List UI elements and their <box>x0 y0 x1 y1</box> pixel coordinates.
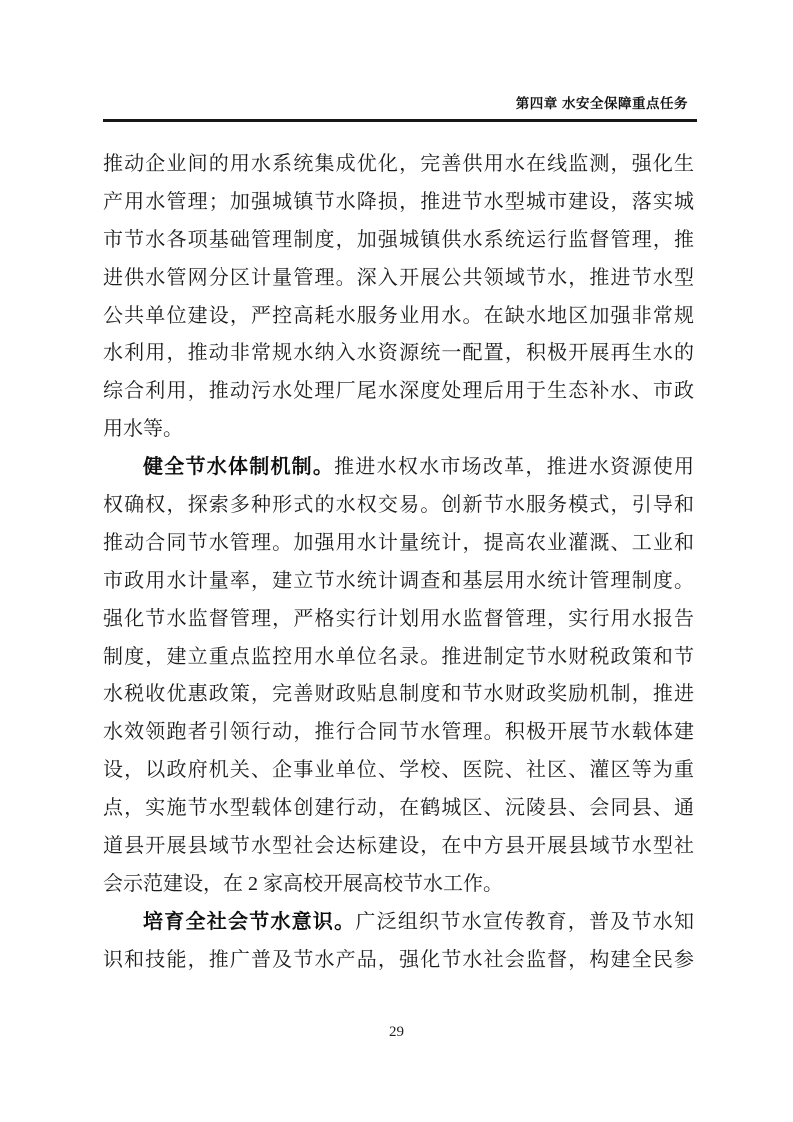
text-line: 市节水各项基础管理制度，加强城镇供水系统运行监督管理，推 <box>103 228 694 251</box>
paragraph-bold-lead: 培育全社会节水意识。 <box>143 910 356 933</box>
text-line: 推动合同节水管理。加强用水计量统计，提高农业灌溉、工业和 <box>103 531 694 554</box>
text-line: 健全节水体制机制。推进水权水市场改革，推进水资源使用 <box>143 456 694 479</box>
text-line: 用水等。 <box>103 418 183 441</box>
paragraph <box>103 449 694 904</box>
text-line: 权确权，探索多种形式的水权交易。创新节水服务模式，引导和 <box>103 494 694 517</box>
document-body <box>103 146 694 980</box>
text-line: 水税收优惠政策，完善财政贴息制度和节水财政奖励机制，推进 <box>103 683 694 706</box>
header-rule-divider <box>103 119 697 122</box>
text-line: 设，以政府机关、企事业单位、学校、医院、社区、灌区等为重 <box>103 759 694 782</box>
text-line: 点，实施节水型载体创建行动，在鹤城区、沅陵县、会同县、通 <box>103 797 694 820</box>
text-line: 产用水管理；加强城镇节水降损，推进节水型城市建设，落实城 <box>103 190 694 213</box>
text-line: 进供水管网分区计量管理。深入开展公共领域节水，推进节水型 <box>103 266 694 289</box>
paragraph-bold-lead: 健全节水体制机制。 <box>143 456 335 479</box>
text-line: 公共单位建设，严控高耗水服务业用水。在缺水地区加强非常规 <box>103 304 694 327</box>
paragraph <box>103 146 694 449</box>
text-line: 市政用水计量率，建立节水统计调查和基层用水统计管理制度。 <box>103 569 694 592</box>
text-line: 综合利用，推动污水处理厂尾水深度处理后用于生态补水、市政 <box>103 380 694 403</box>
text-line: 水利用，推动非常规水纳入水资源统一配置，积极开展再生水的 <box>103 342 694 365</box>
text-line: 识和技能，推广普及节水产品，强化节水社会监督，构建全民参 <box>103 948 694 971</box>
text-line: 强化节水监督管理，严格实行计划用水监督管理，实行用水报告 <box>103 607 694 630</box>
text-line: 水效领跑者引领行动，推行合同节水管理。积极开展节水载体建 <box>103 721 694 744</box>
text-line: 推动企业间的用水系统集成优化，完善供用水在线监测，强化生 <box>103 153 694 175</box>
page-number: 29 <box>389 1024 404 1040</box>
text-line: 制度，建立重点监控用水单位名录。推进制定节水财税政策和节 <box>103 645 694 668</box>
text-line: 会示范建设，在 2 家高校开展高校节水工作。 <box>103 872 503 895</box>
text-line: 培育全社会节水意识。广泛组织节水宣传教育，普及节水知 <box>143 910 694 933</box>
running-header-chapter-title: 第四章 水安全保障重点任务 <box>515 96 688 111</box>
paragraph <box>103 904 694 980</box>
text-line: 道县开展县域节水型社会达标建设，在中方县开展县域节水型社 <box>103 835 694 858</box>
